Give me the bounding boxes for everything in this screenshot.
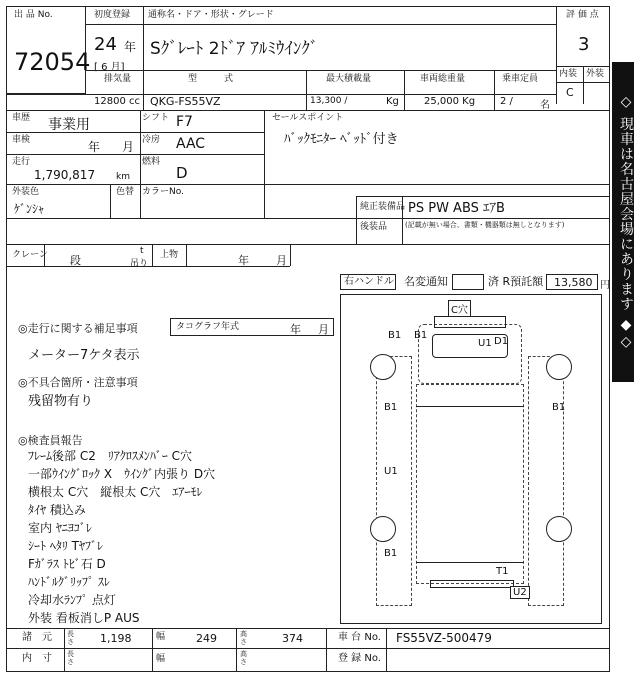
grade-label: 通称名・ドア・形状・グレード	[148, 10, 274, 20]
exterior-label: 外装	[586, 69, 605, 79]
max-load-value: 13,300 /	[310, 96, 348, 106]
name-change-label: 名変通知	[404, 275, 448, 288]
crane-stage: 段	[70, 254, 81, 267]
aftermarket-label: 後装品	[360, 222, 388, 232]
truck-diagram	[340, 294, 602, 624]
max-load-label: 最大積載量	[326, 74, 372, 84]
first-reg-label: 初度登録	[94, 10, 131, 20]
damage-mark-c-hole: C穴	[448, 300, 471, 317]
rear-left-wheel	[370, 516, 396, 542]
history-label: 車歴	[12, 113, 31, 123]
score-value: 3	[578, 34, 590, 55]
inspector-line-6: ｼｰﾄ ﾍﾀﾘ Tﾔﾌﾞﾚ	[28, 539, 103, 553]
length-value: 1,198	[100, 632, 132, 645]
crane-hanging: 吊り	[130, 259, 149, 269]
lot-no-label: 出 品 No.	[14, 10, 53, 20]
history-value: 事業用	[48, 117, 90, 133]
tacho-month: 月	[318, 323, 329, 336]
damage-mark-t1: T1	[496, 566, 509, 577]
shift-label: シフト	[142, 113, 170, 123]
displacement-label: 排気量	[104, 74, 132, 84]
tacho-year: 年	[290, 323, 301, 336]
right-side-outline	[528, 356, 564, 606]
inspector-line-9: 冷却水ﾗﾝﾌﾟ 点灯	[28, 593, 116, 607]
front-right-wheel	[546, 354, 572, 380]
cargo-body	[416, 384, 524, 584]
height-label: 高さ	[240, 630, 247, 646]
color-change-label: 色替	[116, 187, 135, 197]
inner-height-label: 高さ	[240, 650, 247, 666]
recycle-amount: 13,580	[554, 276, 593, 289]
fuel-label: 燃料	[142, 157, 161, 167]
color-number-label: カラーNo.	[142, 187, 184, 197]
right-handle-label: 右ハンドル	[344, 276, 394, 287]
dimensions-label: 諸 元	[22, 632, 52, 643]
left-side-outline	[376, 356, 412, 606]
registration-label: 登 録 No.	[338, 653, 381, 664]
name-change-box	[452, 274, 484, 290]
first-reg-year-unit: 年	[124, 40, 137, 54]
damage-mark-b1-right: B1	[552, 402, 566, 413]
grade-value: Sｸﾞﾚｰﾄ 2ﾄﾞｱ ｱﾙﾐｳｲﾝｸﾞ	[150, 39, 319, 59]
interior-score: C	[566, 86, 574, 99]
mileage-label: 走行	[12, 157, 31, 167]
fuel-value: D	[176, 164, 188, 182]
top-body-year: 年	[238, 254, 249, 267]
color-value: ｹﾞﾝｼｬ	[14, 202, 45, 216]
gross-weight-label: 車両総重量	[420, 74, 466, 84]
capacity-unit: 名	[540, 100, 550, 111]
inspection-label: 車検	[12, 135, 31, 145]
lot-number: 72054	[14, 48, 91, 76]
width-value: 249	[196, 632, 217, 645]
first-reg-year: 24	[94, 34, 117, 55]
inner-length-label: 長さ	[67, 650, 74, 666]
rear-bumper	[430, 580, 514, 588]
top-body-label: 上物	[160, 250, 179, 260]
first-reg-month: [ 6 月]	[94, 62, 125, 73]
score-label: 評 価 点	[566, 10, 599, 20]
width-label: 幅	[156, 632, 166, 642]
mileage-value: 1,790,817	[34, 168, 96, 182]
mileage-unit: km	[116, 172, 130, 182]
chassis-value: FS55VZ-500479	[396, 631, 492, 645]
crane-ton: t	[140, 246, 144, 256]
model-value: QKG-FS55VZ	[150, 95, 221, 108]
inspector-line-10: 外装 看板消しP AUS	[28, 611, 140, 625]
venue-banner: ◇ 現車は名古屋会場にあります ◆◇	[612, 62, 634, 382]
displacement-value: 12800 cc	[94, 96, 140, 107]
defect-title: ◎不具合箇所・注意事項	[18, 376, 138, 389]
sales-point-text: ﾊﾞｯｸﾓﾆﾀｰ ﾍﾞｯﾄﾞ付き	[284, 132, 399, 147]
damage-mark-d1: D1	[494, 336, 509, 347]
damage-mark-b1-b: B1	[414, 330, 428, 341]
max-load-unit: Kg	[386, 96, 399, 107]
equipment-value: PS PW ABS ｴｱB	[408, 201, 505, 216]
inspector-line-1: ﾌﾚｰﾑ後部 C2 ﾘｱｸﾛｽﾒﾝﾊﾞｰ C穴	[28, 449, 193, 463]
gross-weight-value: 25,000 Kg	[424, 96, 476, 107]
damage-mark-b1-left: B1	[384, 402, 398, 413]
ac-value: AAC	[176, 136, 206, 152]
recycle-unit: 円	[600, 280, 610, 291]
color-label: 外装色	[12, 187, 40, 197]
inspection-month: 月	[122, 140, 135, 154]
cab-roof	[434, 316, 506, 328]
chassis-label: 車 台 No.	[338, 632, 381, 643]
running-line-1: メーター7ケタ表示	[28, 348, 140, 363]
inspector-line-5: 室内 ﾔﾆﾖｺﾞﾚ	[28, 521, 92, 535]
recycle-label: 済 R預託額	[488, 275, 544, 288]
aftermarket-note: (記載が無い場合、書類・機器類は無しとなります)	[405, 221, 565, 229]
inspector-line-8: ﾊﾝﾄﾞﾙｸﾞﾘｯﾌﾟ ｽﾚ	[28, 575, 110, 589]
damage-mark-u2: U2	[510, 586, 530, 599]
capacity-label: 乗車定員	[502, 74, 539, 84]
model-label: 型 式	[188, 74, 234, 84]
rear-right-wheel	[546, 516, 572, 542]
inspector-line-7: Fｶﾞﾗｽ ﾄﾋﾞ石 D	[28, 557, 106, 571]
inspector-line-3: 横根太 C穴 縦根太 C穴 ｴｱｰﾓﾚ	[28, 485, 203, 499]
inspector-title: ◎検査員報告	[18, 434, 83, 447]
sales-point-label: セールスポイント	[272, 113, 344, 123]
capacity-value: 2 /	[500, 96, 513, 107]
damage-mark-u1-top: U1	[478, 338, 492, 349]
inner-width-label: 幅	[156, 654, 166, 664]
equipment-label: 純正装備品	[360, 202, 406, 212]
damage-mark-b1-a: B1	[388, 330, 402, 341]
top-body-month: 月	[276, 254, 287, 267]
length-label: 長さ	[67, 630, 74, 646]
inspector-line-2: 一部ｳｲﾝｸﾞﾛｯｸ X ｳｲﾝｸﾞ内張り D穴	[28, 467, 216, 481]
inspector-line-4: ﾀｲﾔ 積込み	[28, 503, 86, 517]
ac-label: 冷房	[142, 135, 161, 145]
tacho-label: タコグラフ年式	[176, 322, 240, 332]
inspection-year: 年	[88, 140, 101, 154]
front-left-wheel	[370, 354, 396, 380]
inner-dimensions-label: 内 寸	[22, 653, 52, 664]
running-title: ◎走行に関する補足事項	[18, 322, 138, 335]
height-value: 374	[282, 632, 303, 645]
defect-line-1: 残留物有り	[28, 394, 94, 409]
shift-value: F7	[176, 114, 193, 130]
damage-mark-u1-left: U1	[384, 466, 398, 477]
interior-label: 内装	[559, 69, 578, 79]
crane-label: クレーン	[12, 250, 48, 260]
damage-mark-b1-bottom: B1	[384, 548, 398, 559]
